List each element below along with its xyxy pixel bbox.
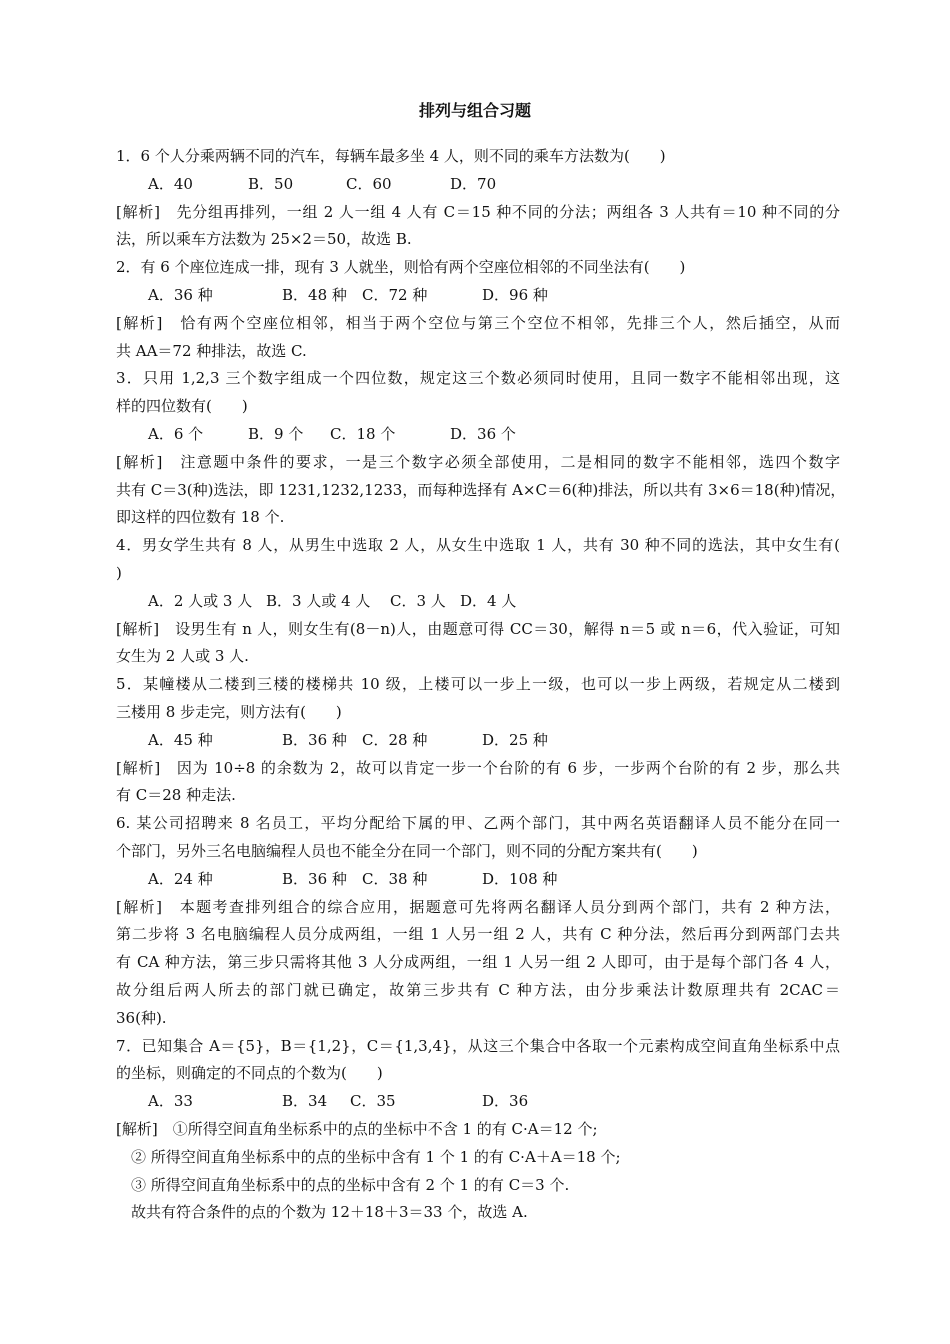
analysis-line: [解析] 注意题中条件的要求，一是三个数字必须全部使用，二是相同的数字不能相邻，选四个数字 xyxy=(116,452,840,471)
answer-option: A．33 xyxy=(148,1092,193,1111)
answer-option: D．36 个 xyxy=(450,425,516,443)
answer-option: B．36 种 xyxy=(282,730,347,749)
answer-option: D．4 人 xyxy=(460,591,517,610)
answer-option: B．36 种 xyxy=(282,869,347,888)
analysis-line: [解析] 设男生有 n 人，则女生有(8－n)人，由题意可得 CC＝30，解得 n＝5 或 n＝6，代入验证，可知 xyxy=(116,619,840,638)
answer-option: A．45 种 xyxy=(148,730,213,749)
analysis-line: [解析] ①所得空间直角坐标系中的点的坐标中不含 1 的有 C·A＝12 个; xyxy=(116,1120,598,1138)
answer-option: B．9 个 xyxy=(248,425,304,443)
analysis-line: [解析] 因为 10÷8 的余数为 2，故可以肯定一步一个台阶的有 6 步，一步两个台阶的有 2 步，那么共 xyxy=(116,758,840,777)
analysis-line: 36(种). xyxy=(116,1008,167,1027)
analysis-line: 女生为 2 人或 3 人. xyxy=(116,647,249,666)
analysis-line: [解析] 先分组再排列，一组 2 人一组 4 人有 C＝15 种不同的分法；两组各 3 人共有＝10 种不同的分 xyxy=(116,202,840,221)
analysis-line: 共有 C＝3(种)选法，即 1231,1232,1233，而每种选择有 A×C＝6(种)排法，所以共有 3×6＝18(种)情况， xyxy=(116,480,846,499)
question-stem-line: 5．某幢楼从二楼到三楼的楼梯共 10 级，上楼可以一步上一级，也可以一步上两级，若规定从二楼到 xyxy=(116,675,840,694)
answer-option: B．34 xyxy=(282,1092,328,1111)
analysis-line: 有 CA 种方法，第三步只需将其他 3 人分成两组，一组 1 人另一组 2 人即可，由于是每个部门各 4 人， xyxy=(116,953,840,972)
question-stem-line: 7．已知集合 A＝{5}，B＝{1,2}，C＝{1,3,4}，从这三个集合中各取一个元素构成空间直角坐标系中点 xyxy=(116,1036,840,1055)
answer-option: C．28 种 xyxy=(362,730,428,749)
analysis-line: [解析] 本题考查排列组合的综合应用，据题意可先将两名翻译人员分到两个部门，共有 2 种方法， xyxy=(116,897,840,916)
answer-option: D．25 种 xyxy=(482,730,548,749)
answer-option: C．18 个 xyxy=(330,425,396,443)
question-stem-line: 2．有 6 个座位连成一排，现有 3 人就坐，则恰有两个空座位相邻的不同坐法有( ) xyxy=(116,258,686,277)
analysis-line: 故分组后两人所去的部门就已确定，故第三步共有 C 种方法，由分步乘法计数原理共有 2CAC＝ xyxy=(116,981,840,999)
analysis-line: [解析] 恰有两个空座位相邻，相当于两个空位与第三个空位不相邻，先排三个人，然后插空，从而 xyxy=(116,313,840,332)
analysis-line: 故共有符合条件的点的个数为 12＋18＋3＝33 个，故选 A. xyxy=(116,1203,528,1222)
document-title: 排列与组合习题 xyxy=(418,101,531,120)
answer-option: D．70 xyxy=(450,174,497,193)
answer-option: B．48 种 xyxy=(282,286,347,304)
question-stem-line: 样的四位数有( ) xyxy=(116,397,248,416)
question-stem-line: ) xyxy=(116,564,122,582)
answer-option: C．3 人 xyxy=(390,591,446,610)
question-stem-line: 个部门，另外三名电脑编程人员也不能全分在同一个部门，则不同的分配方案共有( ) xyxy=(116,842,698,860)
answer-option: C．72 种 xyxy=(362,286,428,304)
answer-option: C．38 种 xyxy=(362,869,428,888)
analysis-line: 共 AA＝72 种排法，故选 C. xyxy=(116,341,307,360)
answer-option: D．96 种 xyxy=(482,286,548,304)
analysis-line: 即这样的四位数有 18 个. xyxy=(116,508,285,527)
question-stem-line: 的坐标，则确定的不同点的个数为( ) xyxy=(116,1064,383,1083)
analysis-line: 法，所以乘车方法数为 25×2＝50，故选 B. xyxy=(116,230,412,249)
answer-option: B．50 xyxy=(248,174,294,193)
answer-option: D．108 种 xyxy=(482,869,558,888)
question-stem-line: 3．只用 1,2,3 三个数字组成一个四位数，规定这三个数必须同时使用，且同一数字不能相邻出现，这 xyxy=(116,369,840,388)
question-stem-line: 4．男女学生共有 8 人，从男生中选取 2 人，从女生中选取 1 人，共有 30 种不同的选法，其中女生有( xyxy=(116,536,840,555)
analysis-line: 第二步将 3 名电脑编程人员分成两组，一组 1 人另一组 2 人，共有 C 种分法，然后再分到两部门去共 xyxy=(116,925,840,944)
answer-option: A．36 种 xyxy=(148,286,213,304)
answer-option: D．36 xyxy=(482,1092,529,1111)
answer-option: C．35 xyxy=(350,1092,396,1111)
answer-option: A．24 种 xyxy=(148,869,213,888)
analysis-line: 有 C＝28 种走法. xyxy=(116,786,236,805)
analysis-line: ③ 所得空间直角坐标系中的点的坐标中含有 2 个 1 的有 C＝3 个. xyxy=(116,1175,570,1194)
question-stem-line: 1．6 个人分乘两辆不同的汽车，每辆车最多坐 4 人，则不同的乘车方法数为( ) xyxy=(116,147,666,165)
answer-option: A．6 个 xyxy=(148,425,204,443)
answer-option: B．3 人或 4 人 xyxy=(266,591,371,610)
analysis-line: ② 所得空间直角坐标系中的点的坐标中含有 1 个 1 的有 C·A＋A＝18 个; xyxy=(116,1147,621,1166)
answer-option: C．60 xyxy=(346,174,392,193)
question-stem-line: 三楼用 8 步走完，则方法有( ) xyxy=(116,703,342,721)
question-stem-line: 6. 某公司招聘来 8 名员工，平均分配给下属的甲、乙两个部门，其中两名英语翻译人员不能分在同一 xyxy=(116,814,840,833)
answer-option: A．40 xyxy=(148,174,193,193)
answer-option: A．2 人或 3 人 xyxy=(148,591,253,610)
